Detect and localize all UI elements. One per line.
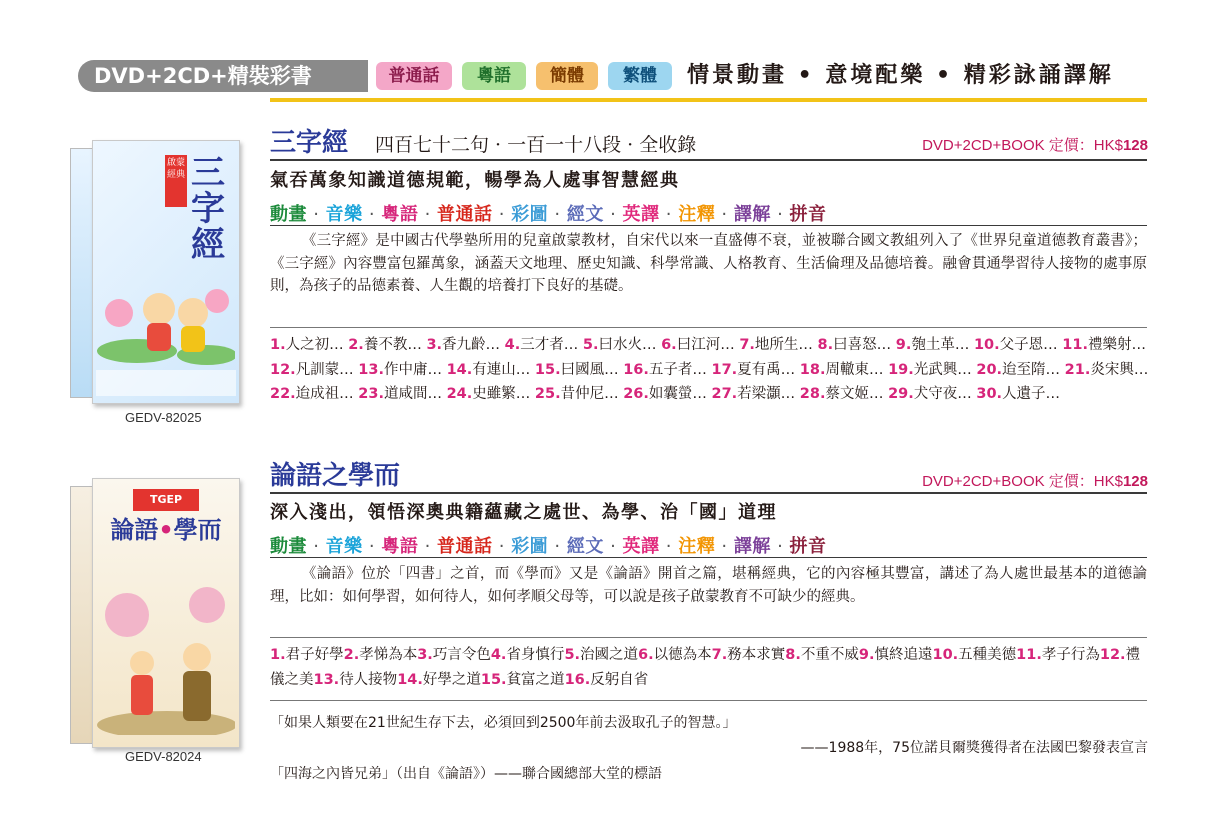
feature-rule xyxy=(270,225,1147,226)
chapter-title: 香九齡… xyxy=(442,337,505,353)
chapter-title: 五子者… xyxy=(648,361,712,378)
chapter-title: 道咸間… xyxy=(383,386,447,402)
quote-confucius: 「如果人類要在21世紀生存下去，必須回到2500年前去汲取孔子的智慧。」 xyxy=(270,715,737,731)
header-pill: DVD+2CD+精裝彩書 xyxy=(78,60,368,92)
chapter-item xyxy=(348,337,426,353)
chapter-item xyxy=(564,647,638,663)
chapter-number: 3. xyxy=(426,337,443,353)
chapter-number: 1. xyxy=(270,337,286,353)
chapter-title: 如囊螢… xyxy=(648,386,712,402)
chapter-item xyxy=(583,337,661,353)
chapter-item xyxy=(491,647,565,663)
chapter-number: 22. xyxy=(270,386,296,402)
chapter-title: 夏有禹… xyxy=(737,361,800,378)
chapter-item xyxy=(976,386,1060,402)
cover-logo: TGEP xyxy=(133,489,199,511)
chapter-number: 7. xyxy=(739,337,755,353)
product-price: DVD+2CD+BOOK 定價：HK$128 xyxy=(922,137,1148,154)
chapter-title: 有連山… xyxy=(472,361,535,378)
feature-item: 彩圖 xyxy=(511,536,549,557)
feature-item: 彩圖 xyxy=(511,204,549,225)
chapter-title: 人遺子… xyxy=(1002,386,1061,402)
chapter-number: 17. xyxy=(711,361,738,378)
product-box-lunyu xyxy=(70,478,240,746)
feature-separator: · xyxy=(362,536,382,557)
chapter-title: 反躬自省 xyxy=(590,671,649,688)
chapter-number: 15. xyxy=(534,361,561,378)
chapter-number: 11. xyxy=(1062,337,1088,353)
chapter-title: 迨至隋… xyxy=(1002,361,1065,378)
chapter-title: 炎宋興… xyxy=(1090,361,1149,378)
chapter-number: 28. xyxy=(799,386,826,402)
feature-item: 音樂 xyxy=(325,536,363,557)
chapter-item xyxy=(1062,337,1146,353)
chapter-number: 19. xyxy=(888,361,914,378)
header-tagline: 情景動畫 • 意境配樂 • 精彩詠誦譯解 xyxy=(687,63,1114,88)
chapter-item xyxy=(344,647,418,663)
product-title: 論語之學而 xyxy=(270,461,401,491)
chapter-number: 15. xyxy=(480,671,507,688)
chapter-title: 禮樂射… xyxy=(1087,337,1146,353)
chapter-title: 匏土革… xyxy=(911,337,974,353)
chapter-number: 4. xyxy=(490,647,507,663)
feature-item: 英譯 xyxy=(622,536,660,557)
feature-separator: · xyxy=(362,204,382,225)
feature-rule xyxy=(270,557,1147,558)
feature-item: 經文 xyxy=(566,536,604,557)
chapter-title: 凡訓蒙… xyxy=(295,361,359,378)
feature-item: 經文 xyxy=(566,204,604,225)
chapter-number: 1. xyxy=(270,647,286,663)
chapter-number: 14. xyxy=(397,671,423,688)
chapter-number: 9. xyxy=(858,647,875,663)
chapter-number: 13. xyxy=(313,671,340,688)
chapter-item xyxy=(270,337,348,353)
chapter-number: 10. xyxy=(973,337,1000,353)
chapter-item xyxy=(785,647,859,663)
chapter-title: 曰國風… xyxy=(560,361,624,378)
chapter-number: 10. xyxy=(932,647,959,663)
chapter-title: 貧富之道 xyxy=(506,671,565,688)
product-code: GEDV-82024 xyxy=(125,749,202,764)
chapter-item xyxy=(974,337,1062,353)
chapter-title: 迨成祖… xyxy=(295,386,359,402)
chapter-number: 2. xyxy=(348,337,364,353)
tag-traditional: 繁體 xyxy=(608,62,672,90)
chapter-number: 16. xyxy=(564,671,591,688)
chapter-title: 以德為本 xyxy=(653,647,712,663)
chapter-number: 12. xyxy=(270,361,296,378)
chapter-item xyxy=(711,362,799,378)
chapter-title: 周轍東… xyxy=(825,361,889,378)
chapter-title: 君子好學 xyxy=(285,647,344,663)
chapter-item xyxy=(888,386,976,402)
chapter-item xyxy=(739,337,817,353)
chapter-list xyxy=(270,643,1152,692)
cover-badge: 啟蒙經典 xyxy=(165,155,187,207)
chapter-number: 8. xyxy=(817,337,834,353)
chapter-item xyxy=(888,362,976,378)
chapter-title: 三才者… xyxy=(520,337,583,353)
chapter-item xyxy=(426,337,504,353)
chapter-number: 24. xyxy=(446,386,473,402)
chapter-item xyxy=(397,672,481,688)
title-rule xyxy=(270,492,1147,494)
feature-separator: · xyxy=(770,536,790,557)
chapter-number: 6. xyxy=(661,337,677,353)
header-divider xyxy=(270,98,1147,102)
tag-mandarin: 普通話 xyxy=(376,62,452,90)
box-spine xyxy=(70,486,94,744)
chapter-title: 巧言令色 xyxy=(432,647,491,663)
chapter-title: 好學之道 xyxy=(422,671,481,688)
chapter-item xyxy=(314,672,398,688)
feature-separator: · xyxy=(715,536,734,557)
chapter-title: 蔡文姬… xyxy=(825,386,889,402)
chapter-item xyxy=(1016,647,1100,663)
cover-illustration xyxy=(97,575,235,735)
chapter-item xyxy=(661,337,739,353)
chapter-item xyxy=(270,647,344,663)
chapter-number: 3. xyxy=(417,647,433,663)
chapter-title: 光武興… xyxy=(913,361,977,378)
chapter-title: 史雖繁… xyxy=(472,386,535,402)
chapter-item xyxy=(818,337,896,353)
chapter-title: 人之初… xyxy=(285,337,349,353)
chapter-item xyxy=(505,337,583,353)
feature-separator: · xyxy=(659,536,679,557)
chapter-number: 6. xyxy=(638,647,654,663)
chapter-item xyxy=(712,647,786,663)
chapter-number: 14. xyxy=(446,361,473,378)
feature-item: 注釋 xyxy=(678,536,716,557)
product-box-sanzijing xyxy=(70,140,240,402)
chapter-title: 若梁灝… xyxy=(737,386,800,402)
chapter-number: 23. xyxy=(358,386,384,402)
feature-item: 譯解 xyxy=(733,536,771,557)
chapter-number: 18. xyxy=(799,361,826,378)
chapter-number: 21. xyxy=(1064,361,1091,378)
chapter-list xyxy=(270,333,1152,407)
feature-item: 注釋 xyxy=(678,204,716,225)
chapter-number: 13. xyxy=(358,361,384,378)
feature-item: 粵語 xyxy=(381,536,419,557)
chapter-number: 26. xyxy=(623,386,649,402)
feature-list xyxy=(270,532,827,558)
quotes-rule xyxy=(270,700,1147,701)
feature-separator: · xyxy=(418,536,438,557)
cover-illustration xyxy=(97,251,235,371)
chapter-title: 曰喜怒… xyxy=(833,337,896,353)
chapter-number: 7. xyxy=(711,647,728,663)
product-description: 《三字經》是中國古代學塾所用的兒童啟蒙教材，自宋代以來一直盛傳不衰，並被聯合國文教組列入了《世界兒童道德教育叢書》；《三字經》內容豐富包羅萬象，涵蓋天文地理、歷史知識、科學常識、人格教育、生活倫理及品德培養。融會貫通學習待人接物的處事原則，為孩子的品德素養、人生觀的培養打下良好的基礎。 xyxy=(270,233,1147,294)
quote-source: ——1988年，75位諾貝爾獎獲得者在法國巴黎發表宣言 xyxy=(800,740,1148,756)
feature-item: 動畫 xyxy=(270,536,307,557)
chapter-number: 4. xyxy=(504,337,521,353)
chapter-title: 父子恩… xyxy=(999,337,1063,353)
chapter-number: 5. xyxy=(564,647,581,663)
chapter-title: 曰水火… xyxy=(598,337,662,353)
chapter-number: 20. xyxy=(976,361,1003,378)
chapter-item xyxy=(358,386,446,402)
chapter-title: 昔仲尼… xyxy=(560,386,624,402)
chapter-item xyxy=(859,647,933,663)
chapter-number: 5. xyxy=(582,337,599,353)
feature-separator: · xyxy=(603,204,623,225)
chapter-item xyxy=(535,362,623,378)
chapter-title: 孝子行為 xyxy=(1041,647,1100,663)
chapter-item xyxy=(565,672,649,688)
chapter-number: 30. xyxy=(976,386,1003,402)
chapter-number: 2. xyxy=(343,647,360,663)
chapter-number: 9. xyxy=(895,337,912,353)
feature-separator: · xyxy=(418,204,438,225)
chapter-item xyxy=(800,362,888,378)
chapter-number: 8. xyxy=(785,647,801,663)
chapter-item xyxy=(896,337,974,353)
feature-item: 英譯 xyxy=(622,204,660,225)
product-code: GEDV-82025 xyxy=(125,410,202,425)
desc-rule xyxy=(270,637,1147,638)
product-description: 《論語》位於「四書」之首，而《學而》又是《論語》開首之篇，堪稱經典，它的內容極其豐富，講述了為人處世最基本的道德論理，比如：如何學習，如何待人，如何孝順父母等，可以說是孩子啟蒙教育不可缺少的經典。 xyxy=(270,566,1147,605)
feature-separator: · xyxy=(548,204,567,225)
chapter-number: 12. xyxy=(1099,647,1126,663)
chapter-item xyxy=(358,362,446,378)
desc-rule xyxy=(270,327,1147,328)
chapter-number: 27. xyxy=(711,386,738,402)
feature-item: 譯解 xyxy=(733,204,771,225)
chapter-number: 16. xyxy=(623,361,649,378)
cover-title: 三 字 經 xyxy=(191,153,225,265)
feature-separator: · xyxy=(492,204,512,225)
product-slogan: 氣吞萬象知識道德規範，暢學為人處事智慧經典 xyxy=(270,170,680,191)
chapter-item xyxy=(800,386,888,402)
product-title: 三字經 xyxy=(270,128,349,158)
chapter-item xyxy=(270,386,358,402)
feature-separator: · xyxy=(659,204,679,225)
chapter-title: 孝悌為本 xyxy=(359,647,418,663)
chapter-item xyxy=(535,386,623,402)
product-price: DVD+2CD+BOOK 定價：HK$128 xyxy=(922,473,1148,490)
chapter-number: 29. xyxy=(888,386,914,402)
chapter-title: 待人接物 xyxy=(339,671,398,688)
chapter-title: 務本求實 xyxy=(727,647,786,663)
header-pill-arrow xyxy=(352,60,366,92)
product-subtitle: 四百七十二句 · 一百一十八段 · 全收錄 xyxy=(375,134,697,156)
feature-separator: · xyxy=(307,536,326,557)
chapter-item xyxy=(623,386,711,402)
chapter-item xyxy=(711,386,799,402)
chapter-title: 犬守夜… xyxy=(913,386,977,402)
box-cover xyxy=(92,478,240,748)
feature-separator: · xyxy=(307,204,326,225)
chapter-title: 養不教… xyxy=(363,337,427,353)
chapter-item xyxy=(417,647,491,663)
feature-item: 普通話 xyxy=(437,536,493,557)
feature-list xyxy=(270,200,827,226)
chapter-title: 地所生… xyxy=(754,337,818,353)
feature-separator: · xyxy=(770,204,790,225)
chapter-title: 作中庸… xyxy=(383,361,447,378)
chapter-item xyxy=(447,386,535,402)
chapter-item xyxy=(481,672,565,688)
title-rule xyxy=(270,159,1147,161)
chapter-item xyxy=(623,362,711,378)
chapter-title: 五種美德 xyxy=(958,647,1017,663)
chapter-title: 不重不威 xyxy=(800,647,859,663)
chapter-item xyxy=(1065,362,1149,378)
chapter-title: 治國之道 xyxy=(580,647,639,663)
feature-separator: · xyxy=(492,536,512,557)
quote-un: 「四海之內皆兄弟」（出自《論語》）——聯合國總部大堂的標語 xyxy=(270,766,662,782)
chapter-item xyxy=(638,647,712,663)
chapter-item xyxy=(976,362,1064,378)
cover-footer xyxy=(96,370,236,396)
product-slogan: 深入淺出，領悟深奧典籍蘊藏之處世、為學、治「國」道理 xyxy=(270,502,777,523)
chapter-title: 曰江河… xyxy=(676,337,740,353)
chapter-number: 11. xyxy=(1016,647,1042,663)
feature-item: 普通話 xyxy=(437,204,493,225)
feature-item: 音樂 xyxy=(325,204,363,225)
cover-title: 論語•學而 xyxy=(110,516,222,544)
feature-separator: · xyxy=(548,536,567,557)
tag-simplified: 簡體 xyxy=(536,62,598,90)
box-spine xyxy=(70,148,94,398)
feature-item: 動畫 xyxy=(270,204,307,225)
chapter-title: 省身慎行 xyxy=(506,647,565,663)
box-cover xyxy=(92,140,240,404)
chapter-item xyxy=(447,362,535,378)
chapter-item xyxy=(270,362,358,378)
chapter-number: 25. xyxy=(534,386,561,402)
feature-item: 粵語 xyxy=(381,204,419,225)
chapter-title: 慎終追遠 xyxy=(874,647,933,663)
feature-item: 拼音 xyxy=(789,536,827,557)
feature-separator: · xyxy=(715,204,734,225)
feature-separator: · xyxy=(603,536,623,557)
chapter-item xyxy=(932,647,1016,663)
tag-cantonese: 粵語 xyxy=(462,62,526,90)
feature-item: 拼音 xyxy=(789,204,827,225)
chapter-title: 禮儀之美 xyxy=(270,647,1141,688)
